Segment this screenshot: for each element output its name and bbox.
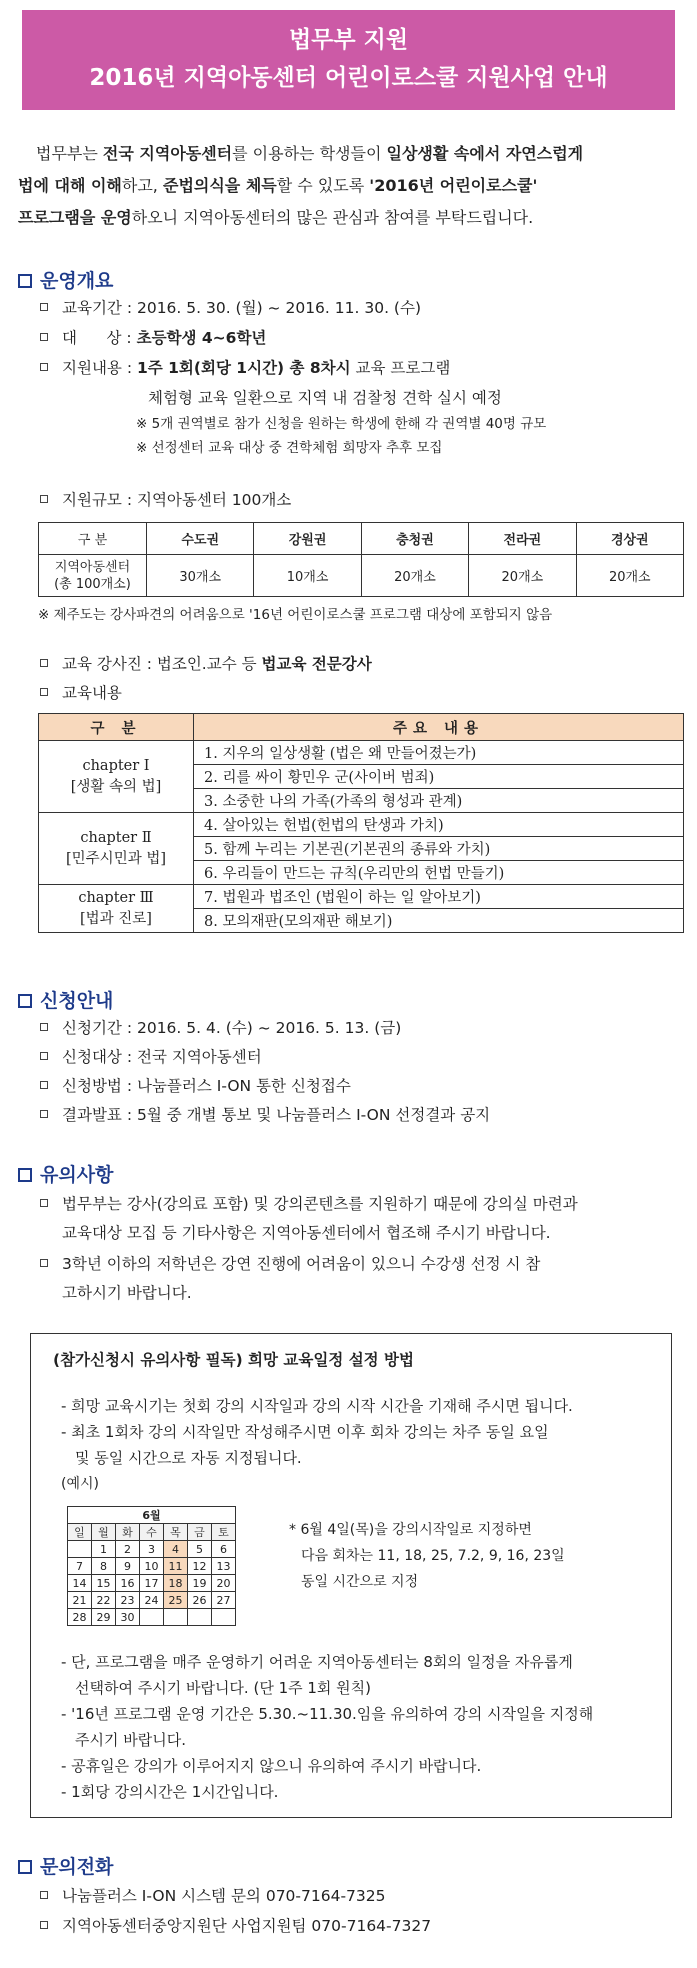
overview-period [40, 296, 421, 320]
bullet-square-icon [40, 1921, 48, 1929]
chapter-name: chapter Ⅱ [80, 829, 152, 846]
intro-bold: 전국 지역아동센터 [102, 144, 233, 163]
bullet-square-icon [40, 688, 48, 696]
calendar-month: 6월 [68, 1507, 236, 1524]
overview-scale [40, 488, 291, 512]
calendar-day: 28 [68, 1609, 92, 1626]
calendar-day: 10 [140, 1558, 164, 1575]
caution-text: 법무부는 강사(강의료 포함) 및 강의콘텐츠를 지원하기 때문에 강의실 마련과 [62, 1195, 578, 1213]
calendar-day: 24 [140, 1592, 164, 1609]
overview-content-title-text: 교육내용 [62, 684, 122, 702]
calendar-note: 동일 시간으로 지정 [301, 1574, 419, 1590]
content-item: 3. 소중한 나의 가족(가족의 형성과 관계) [194, 789, 684, 813]
calendar-day: 26 [188, 1592, 212, 1609]
intro-text: 하오니 지역아동센터의 많은 관심과 참여를 부탁드립니다. [131, 208, 534, 227]
calendar-day: 27 [212, 1592, 236, 1609]
contact-item [40, 1914, 431, 1938]
calendar-day: 6 [212, 1541, 236, 1558]
calendar-day [188, 1609, 212, 1626]
table-row [39, 813, 684, 837]
jeju-note: ※ 제주도는 강사파견의 어려움으로 '16년 어린이로스쿨 프로그램 대상에 포함되지 않음 [38, 607, 553, 623]
region-row-label-1: 지역아동센터 [54, 559, 131, 575]
region-value-cell: 20개소 [361, 555, 468, 597]
bullet-square-icon [40, 1891, 48, 1899]
section-caution-heading [18, 1160, 113, 1187]
intro-bold: 법에 대해 이해 [18, 176, 122, 195]
caution-item [40, 1192, 578, 1216]
chapter-name: chapter Ⅰ [82, 757, 150, 774]
caution-text: 교육대상 모집 등 기타사항은 지역아동센터에서 협조해 주시기 바랍니다. [62, 1224, 551, 1242]
calendar-weekday: 화 [116, 1524, 140, 1541]
calendar-day: 16 [116, 1575, 140, 1592]
bullet-square-icon [40, 1052, 48, 1060]
bullet-square-icon [40, 495, 48, 503]
calendar-weekday: 토 [212, 1524, 236, 1541]
calendar-month-row [68, 1507, 236, 1524]
intro-text: 법무부는 [36, 144, 103, 163]
bullet-square-icon [40, 363, 48, 371]
calendar-day: 3 [140, 1541, 164, 1558]
section-overview-heading [18, 266, 113, 293]
bullet-square-icon [40, 1199, 48, 1207]
calendar-day: 20 [212, 1575, 236, 1592]
apply-item-text: 신청방법 : 나눔플러스 I-ON 통한 신청접수 [62, 1077, 351, 1095]
region-value-cell: 30개소 [147, 555, 254, 597]
chapter-sub: [법과 진로] [80, 910, 152, 927]
overview-period-text: 교육기간 : 2016. 5. 30. (월) ~ 2016. 11. 30. (수) [62, 299, 421, 317]
apply-item-text: 신청대상 : 전국 지역아동센터 [62, 1048, 262, 1066]
chapter-cell [39, 813, 194, 885]
calendar-day: 15 [92, 1575, 116, 1592]
intro-bold: 프로그램을 운영 [18, 208, 132, 227]
region-row-label-2: (총 100개소) [54, 576, 131, 592]
guide-line: - 공휴일은 강의가 이루어지지 않으니 유의하여 주시기 바랍니다. [61, 1757, 482, 1775]
content-item: 1. 지우의 일상생활 (법은 왜 만들어졌는가) [194, 741, 684, 765]
content-item: 6. 우리들이 만드는 규칙(우리만의 헌법 만들기) [194, 861, 684, 885]
calendar-day: 21 [68, 1592, 92, 1609]
overview-content-title [40, 681, 122, 705]
contact-item-text: 나눔플러스 I-ON 시스템 문의 070-7164-7325 [62, 1887, 386, 1905]
calendar-day [140, 1609, 164, 1626]
calendar-day [164, 1609, 188, 1626]
calendar-day: 23 [116, 1592, 140, 1609]
schedule-guide-box [30, 1333, 672, 1818]
overview-target-value: 초등학생 4~6학년 [136, 329, 267, 347]
intro-bold: 준법의식을 체득 [162, 176, 277, 195]
overview-target-label: 대 상 : [62, 329, 137, 347]
content-table-header [39, 714, 684, 741]
calendar-week-row [68, 1575, 236, 1592]
calendar-day: 22 [92, 1592, 116, 1609]
overview-content-label: 지원내용 : [62, 359, 137, 377]
content-item: 2. 리를 싸이 황민우 군(사이버 범죄) [194, 765, 684, 789]
guide-line: - 단, 프로그램을 매주 운영하기 어려운 지역아동센터는 8회의 일정을 자유롭게 [61, 1653, 573, 1671]
caution-text: 3학년 이하의 저학년은 강연 진행에 어려움이 있으니 수강생 선정 시 참 [62, 1255, 541, 1273]
calendar-day [212, 1609, 236, 1626]
content-header-cell: 주요 내용 [194, 714, 684, 741]
calendar-day: 13 [212, 1558, 236, 1575]
calendar-day-highlighted: 25 [164, 1592, 188, 1609]
calendar-day-highlighted: 11 [164, 1558, 188, 1575]
region-table [38, 522, 684, 597]
overview-note2: ※ 선정센터 교육 대상 중 견학체험 희망자 추후 모집 [136, 440, 443, 456]
region-value-cell: 20개소 [576, 555, 683, 597]
contact-item [40, 1884, 386, 1908]
example-calendar [67, 1506, 236, 1626]
section-title: 유의사항 [40, 1164, 114, 1186]
content-item: 5. 함께 누리는 기본권(기본권의 종류와 가치) [194, 837, 684, 861]
region-header-cell: 강원권 [254, 523, 361, 555]
chapter-cell [39, 885, 194, 933]
overview-note1: ※ 5개 권역별로 참가 신청을 원하는 학생에 한해 각 권역별 40명 규모 [136, 416, 547, 432]
guide-line: - 1회당 강의시간은 1시간입니다. [61, 1783, 279, 1801]
section-title: 신청안내 [40, 990, 114, 1012]
overview-content-line2: 체험형 교육 일환으로 지역 내 검찰청 견학 실시 예정 [148, 389, 502, 407]
bullet-square-icon [40, 1023, 48, 1031]
calendar-note: * 6월 4일(목)을 강의시작일로 지정하면 [289, 1522, 532, 1538]
banner-title-line1: 법무부 지원 [288, 27, 409, 53]
apply-item [40, 1103, 490, 1127]
calendar-weekday: 목 [164, 1524, 188, 1541]
calendar-day: 5 [188, 1541, 212, 1558]
calendar-day: 7 [68, 1558, 92, 1575]
bullet-square-icon [40, 659, 48, 667]
calendar-weekday: 월 [92, 1524, 116, 1541]
calendar-day: 9 [116, 1558, 140, 1575]
guide-line: - 최초 1회차 강의 시작일만 작성해주시면 이후 회차 강의는 차주 동일 요일 [61, 1423, 549, 1441]
bullet-square-icon [40, 1259, 48, 1267]
calendar-weekday-row [68, 1524, 236, 1541]
overview-target [40, 326, 266, 350]
caution-item [40, 1252, 540, 1276]
calendar-weekday: 일 [68, 1524, 92, 1541]
checkbox-square-icon [18, 1168, 32, 1182]
content-header-cell: 구 분 [39, 714, 194, 741]
guide-line: - 희망 교육시기는 첫회 강의 시작일과 강의 시작 시간을 기재해 주시면 됩니다. [61, 1397, 573, 1415]
apply-item [40, 1074, 351, 1098]
overview-instructor-bold: 법교육 전문강사 [261, 655, 372, 673]
checkbox-square-icon [18, 274, 32, 288]
region-header-cell: 경상권 [576, 523, 683, 555]
region-value-cell: 20개소 [469, 555, 576, 597]
guide-line: 선택하여 주시기 바랍니다. (단 1주 1회 원칙) [75, 1679, 372, 1697]
section-contact-heading [18, 1852, 113, 1879]
bullet-square-icon [40, 1110, 48, 1118]
checkbox-square-icon [18, 994, 32, 1008]
calendar-day: 30 [116, 1609, 140, 1626]
guide-line: 및 동일 시간으로 자동 지정됩니다. [75, 1449, 302, 1467]
overview-instructor [40, 652, 372, 676]
overview-content-rest: 교육 프로그램 [350, 359, 451, 377]
calendar-day: 2 [116, 1541, 140, 1558]
chapter-sub: [생활 속의 법] [70, 778, 162, 795]
intro-paragraph [18, 138, 678, 234]
apply-item [40, 1045, 262, 1069]
intro-text: 하고, [121, 176, 163, 195]
overview-scale-text: 지원규모 : 지역아동센터 100개소 [62, 491, 292, 509]
calendar-weekday: 금 [188, 1524, 212, 1541]
content-item: 8. 모의재판(모의재판 해보기) [194, 909, 684, 933]
overview-content-bold: 1주 1회(회당 1시간) 총 8차시 [136, 359, 351, 377]
schedule-guide-title: (참가신청시 유의사항 필독) 희망 교육일정 설정 방법 [53, 1351, 414, 1369]
content-item: 4. 살아있는 헌법(헌법의 탄생과 가치) [194, 813, 684, 837]
intro-text: 를 이용하는 학생들이 [232, 144, 387, 163]
calendar-day-highlighted: 18 [164, 1575, 188, 1592]
intro-bold: '2016년 어린이로스쿨' [369, 176, 538, 195]
checkbox-square-icon [18, 1860, 32, 1874]
guide-example-label: (예시) [61, 1476, 99, 1492]
caution-text: 고하시기 바랍니다. [62, 1284, 192, 1302]
region-table-row [39, 555, 684, 597]
calendar-day [68, 1541, 92, 1558]
chapter-sub: [민주시민과 법] [66, 850, 166, 867]
calendar-day: 29 [92, 1609, 116, 1626]
calendar-day: 19 [188, 1575, 212, 1592]
calendar-week-row [68, 1558, 236, 1575]
apply-item-text: 신청기간 : 2016. 5. 4. (수) ~ 2016. 5. 13. (금) [62, 1019, 402, 1037]
content-table [38, 713, 684, 933]
region-header-cell: 구 분 [39, 523, 147, 555]
table-row [39, 741, 684, 765]
banner-title-line2: 2016년 지역아동센터 어린이로스쿨 지원사업 안내 [89, 65, 608, 91]
region-header-cell: 충청권 [361, 523, 468, 555]
bullet-square-icon [40, 303, 48, 311]
calendar-weekday: 수 [140, 1524, 164, 1541]
intro-bold: 일상생활 속에서 자연스럽게 [386, 144, 584, 163]
guide-line: 주시기 바랍니다. [75, 1731, 186, 1749]
guide-line: - '16년 프로그램 운영 기간은 5.30.~11.30.임을 유의하여 강의 시작일을 지정해 [61, 1705, 594, 1723]
region-table-header [39, 523, 684, 555]
calendar-day: 1 [92, 1541, 116, 1558]
region-header-cell: 수도권 [147, 523, 254, 555]
bullet-square-icon [40, 1081, 48, 1089]
calendar-week-row [68, 1609, 236, 1626]
region-value-cell: 10개소 [254, 555, 361, 597]
region-row-label [39, 555, 147, 597]
contact-item-text: 지역아동센터중앙지원단 사업지원팀 070-7164-7327 [62, 1917, 432, 1935]
chapter-name: chapter Ⅲ [78, 889, 154, 906]
section-apply-heading [18, 986, 113, 1013]
overview-instructor-label: 교육 강사진 : 법조인.교수 등 [62, 655, 262, 673]
intro-text: 할 수 있도록 [276, 176, 370, 195]
calendar-day: 8 [92, 1558, 116, 1575]
overview-content [40, 356, 450, 380]
chapter-cell [39, 741, 194, 813]
calendar-note: 다음 회차는 11, 18, 25, 7.2, 9, 16, 23일 [301, 1548, 565, 1564]
apply-item-text: 결과발표 : 5월 중 개별 통보 및 나눔플러스 I-ON 선정결과 공지 [62, 1106, 491, 1124]
region-header-cell: 전라권 [469, 523, 576, 555]
calendar-week-row [68, 1592, 236, 1609]
calendar-day: 12 [188, 1558, 212, 1575]
section-title: 운영개요 [40, 270, 114, 292]
calendar-day-highlighted: 4 [164, 1541, 188, 1558]
apply-item [40, 1016, 401, 1040]
calendar-day: 17 [140, 1575, 164, 1592]
title-banner [22, 10, 675, 110]
bullet-square-icon [40, 333, 48, 341]
section-title: 문의전화 [40, 1856, 114, 1878]
calendar-week-row [68, 1541, 236, 1558]
content-item: 7. 법원과 법조인 (법원이 하는 일 알아보기) [194, 885, 684, 909]
table-row [39, 885, 684, 909]
calendar-day: 14 [68, 1575, 92, 1592]
